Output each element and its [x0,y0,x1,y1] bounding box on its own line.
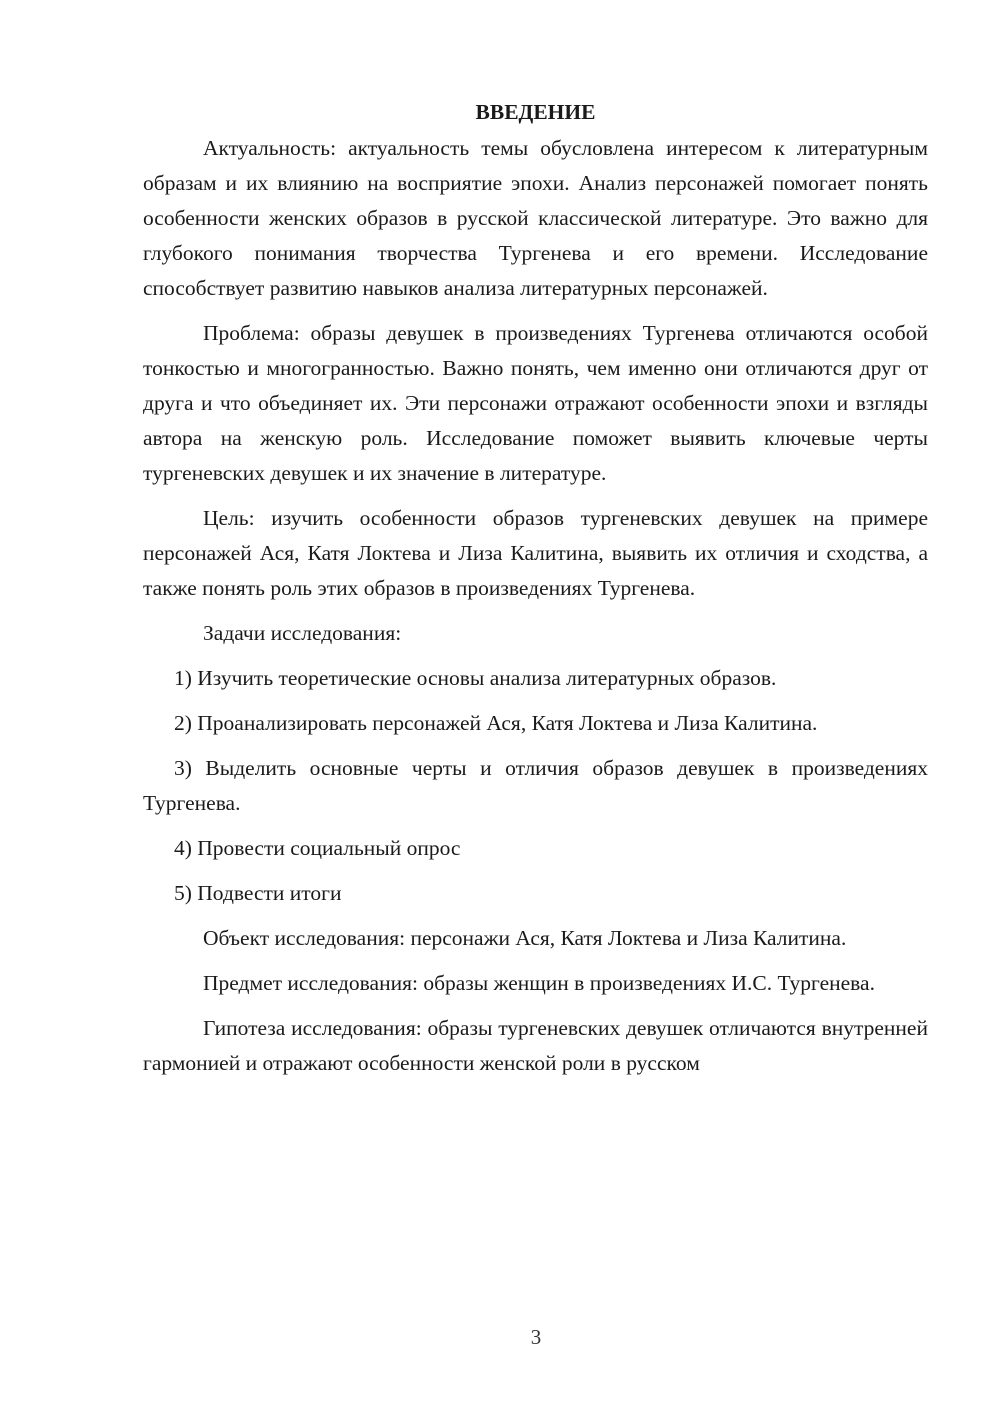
paragraph-relevance: Актуальность: актуальность темы обусловлена интересом к литературным образам и их влиянию на восприятие эпохи. Анализ персонажей помогает понять особенности женских образов в русской классической литературе. Это важно для глубокого понимания творчества Тургенева и его времени. Исследование способствует развитию навыков анализа литературных персонажей. [143,136,928,300]
paragraph-problem: Проблема: образы девушек в произведениях Тургенева отличаются особой тонкостью и многогранностью. Важно понять, чем именно они отличаются друг от друга и что объединяет их. Эти персонажи отражают особенности эпохи и взгляды автора на женскую роль. Исследование поможет выявить ключевые черты тургеневских девушек и их значение в литературе. [143,321,928,485]
paragraph-tasks-heading: Задачи исследования: [203,621,402,645]
page-content [143,93,928,1081]
paragraph-object: Объект исследования: персонажи Ася, Катя Локтева и Лиза Калитина. [203,926,847,950]
task-item-2: 2) Проанализировать персонажей Ася, Катя Локтева и Лиза Калитина. [174,711,818,735]
paragraph-goal: Цель: изучить особенности образов тургеневских девушек на примере персонажей Ася, Катя Локтева и Лиза Калитина, выявить их отличия и сходства, а также понять роль этих образов в произведениях Тургенева. [143,506,928,600]
page-number: 3 [530,1325,542,1349]
task-item-1: 1) Изучить теоретические основы анализа литературных образов. [174,666,777,690]
task-item-3: 3) Выделить основные черты и отличия образов девушек в произведениях Тургенева. [143,756,928,815]
task-item-4: 4) Провести социальный опрос [174,836,461,860]
paragraph-hypothesis: Гипотеза исследования: образы тургеневских девушек отличаются внутренней гармонией и отражают особенности женской роли в русском [143,1016,928,1075]
paragraph-subject: Предмет исследования: образы женщин в произведениях И.С. Тургенева. [203,971,875,995]
task-item-5: 5) Подвести итоги [174,881,342,905]
page-title: ВВЕДЕНИЕ [475,100,596,124]
